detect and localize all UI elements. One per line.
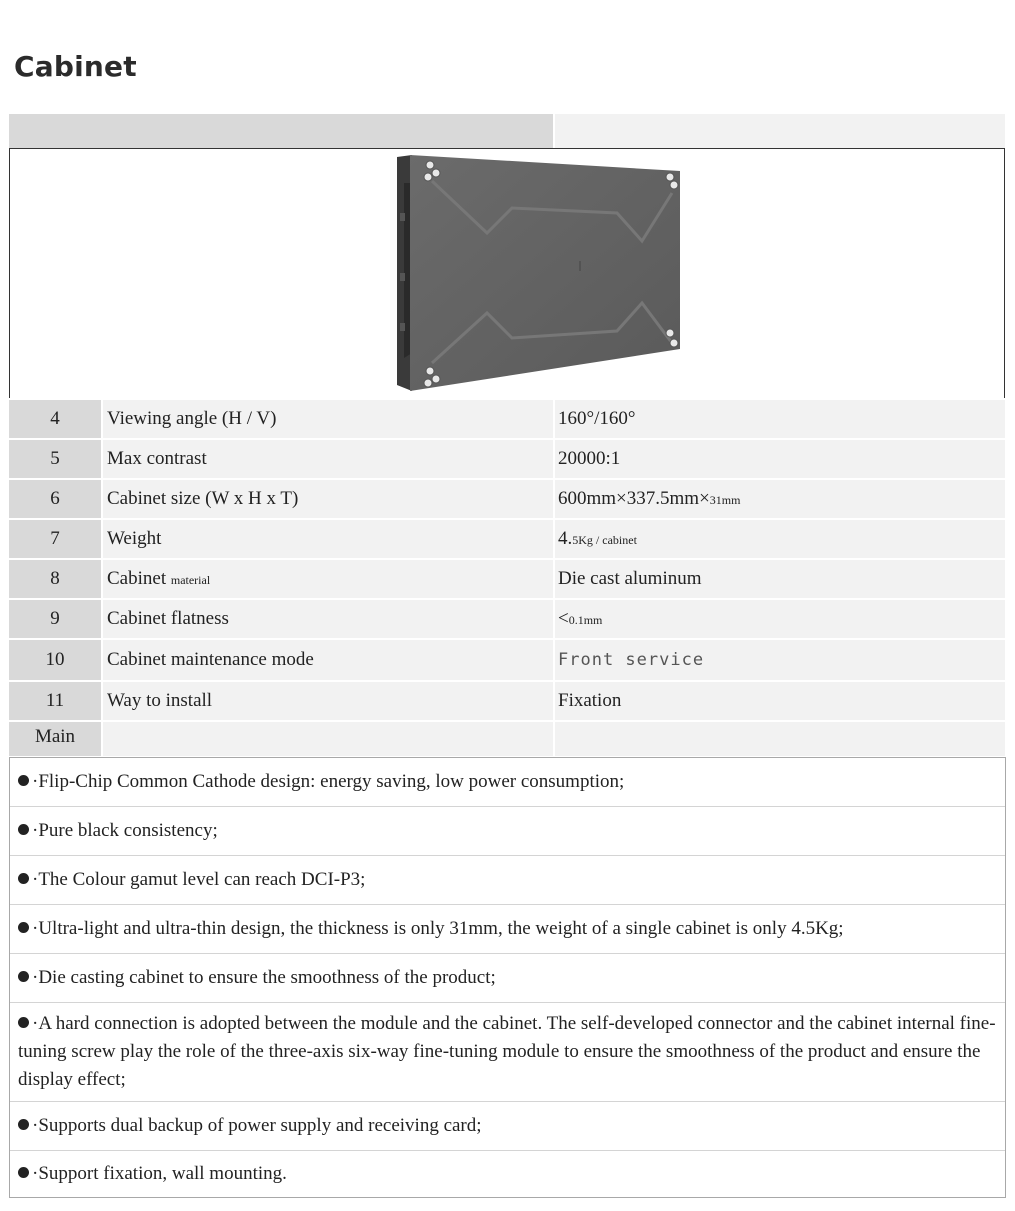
- table-row: [9, 440, 1005, 478]
- row-value: Fixation: [555, 682, 1005, 720]
- row-label-sub: material: [170, 573, 211, 587]
- bullet-icon: [18, 775, 29, 786]
- row-value: Die cast aluminum: [555, 560, 1005, 598]
- bullet-icon: [18, 1167, 29, 1178]
- bullet-icon: [18, 971, 29, 982]
- row-number: 10: [9, 640, 101, 680]
- row-number: 8: [9, 560, 101, 598]
- row-label: Cabinet material: [103, 560, 553, 598]
- row-value-sub: 31mm: [709, 493, 741, 507]
- row-label: Way to install: [103, 682, 553, 720]
- list-item: ·Pure black consistency;: [10, 807, 1005, 856]
- features-list: [9, 757, 1006, 1198]
- row-number: 9: [9, 600, 101, 638]
- row-number: 7: [9, 520, 101, 558]
- list-item: ·Supports dual backup of power supply and receiving card;: [10, 1102, 1005, 1151]
- list-item: ·Die casting cabinet to ensure the smoothness of the product;: [10, 954, 1005, 1003]
- table-row: [9, 400, 1005, 438]
- row-label: Viewing angle (H / V): [103, 400, 553, 438]
- bullet-icon: [18, 1017, 29, 1028]
- cabinet-image-box: [9, 148, 1005, 398]
- table-header-left: [9, 114, 553, 148]
- page-title: Cabinet: [14, 50, 137, 83]
- row-label: Cabinet size (W x H x T): [103, 480, 553, 518]
- table-row: [9, 480, 1005, 518]
- table-row: [9, 600, 1005, 638]
- table-row: [9, 682, 1005, 720]
- table-row: [9, 722, 1005, 756]
- bullet-icon: [18, 1119, 29, 1130]
- list-item: ·Ultra-light and ultra-thin design, the thickness is only 31mm, the weight of a single cabinet is only 4.5Kg;: [10, 905, 1005, 954]
- list-item: ·A hard connection is adopted between the module and the cabinet. The self-developed connector and the cabinet internal fine-tuning screw play the role of the three-axis six-way fine-tuning module to ensure the smoothness of the product and ensure the display effect;: [10, 1003, 1005, 1102]
- row-value: <0.1mm: [555, 600, 1005, 638]
- row-value-sub: 0.1mm: [568, 613, 603, 627]
- row-label: Cabinet flatness: [103, 600, 553, 638]
- row-number: 5: [9, 440, 101, 478]
- row-value: [555, 722, 1005, 756]
- row-number: 6: [9, 480, 101, 518]
- list-item: ·Support fixation, wall mounting.: [10, 1151, 1005, 1197]
- row-value: 160°/160°: [555, 400, 1005, 438]
- row-value: 4.5Kg / cabinet: [555, 520, 1005, 558]
- bullet-icon: [18, 873, 29, 884]
- table-row: [9, 520, 1005, 558]
- row-value: 20000:1: [555, 440, 1005, 478]
- table-row: [9, 560, 1005, 598]
- row-label: Cabinet maintenance mode: [103, 640, 553, 680]
- row-label: Max contrast: [103, 440, 553, 478]
- row-number: 11: [9, 682, 101, 720]
- row-label: [103, 722, 553, 756]
- row-value: Front service: [555, 640, 1005, 680]
- bullet-icon: [18, 824, 29, 835]
- list-item: ·The Colour gamut level can reach DCI-P3;: [10, 856, 1005, 905]
- table-header-right: [555, 114, 1005, 148]
- row-number: 4: [9, 400, 101, 438]
- list-item: ·Flip-Chip Common Cathode design: energy saving, low power consumption;: [10, 758, 1005, 807]
- cabinet-product-image: [392, 153, 692, 393]
- row-value-sub: 5Kg / cabinet: [572, 533, 637, 547]
- row-number: Main: [9, 722, 101, 756]
- row-label: Weight: [103, 520, 553, 558]
- table-row: [9, 640, 1005, 680]
- bullet-icon: [18, 922, 29, 933]
- row-value: 600mm×337.5mm×31mm: [555, 480, 1005, 518]
